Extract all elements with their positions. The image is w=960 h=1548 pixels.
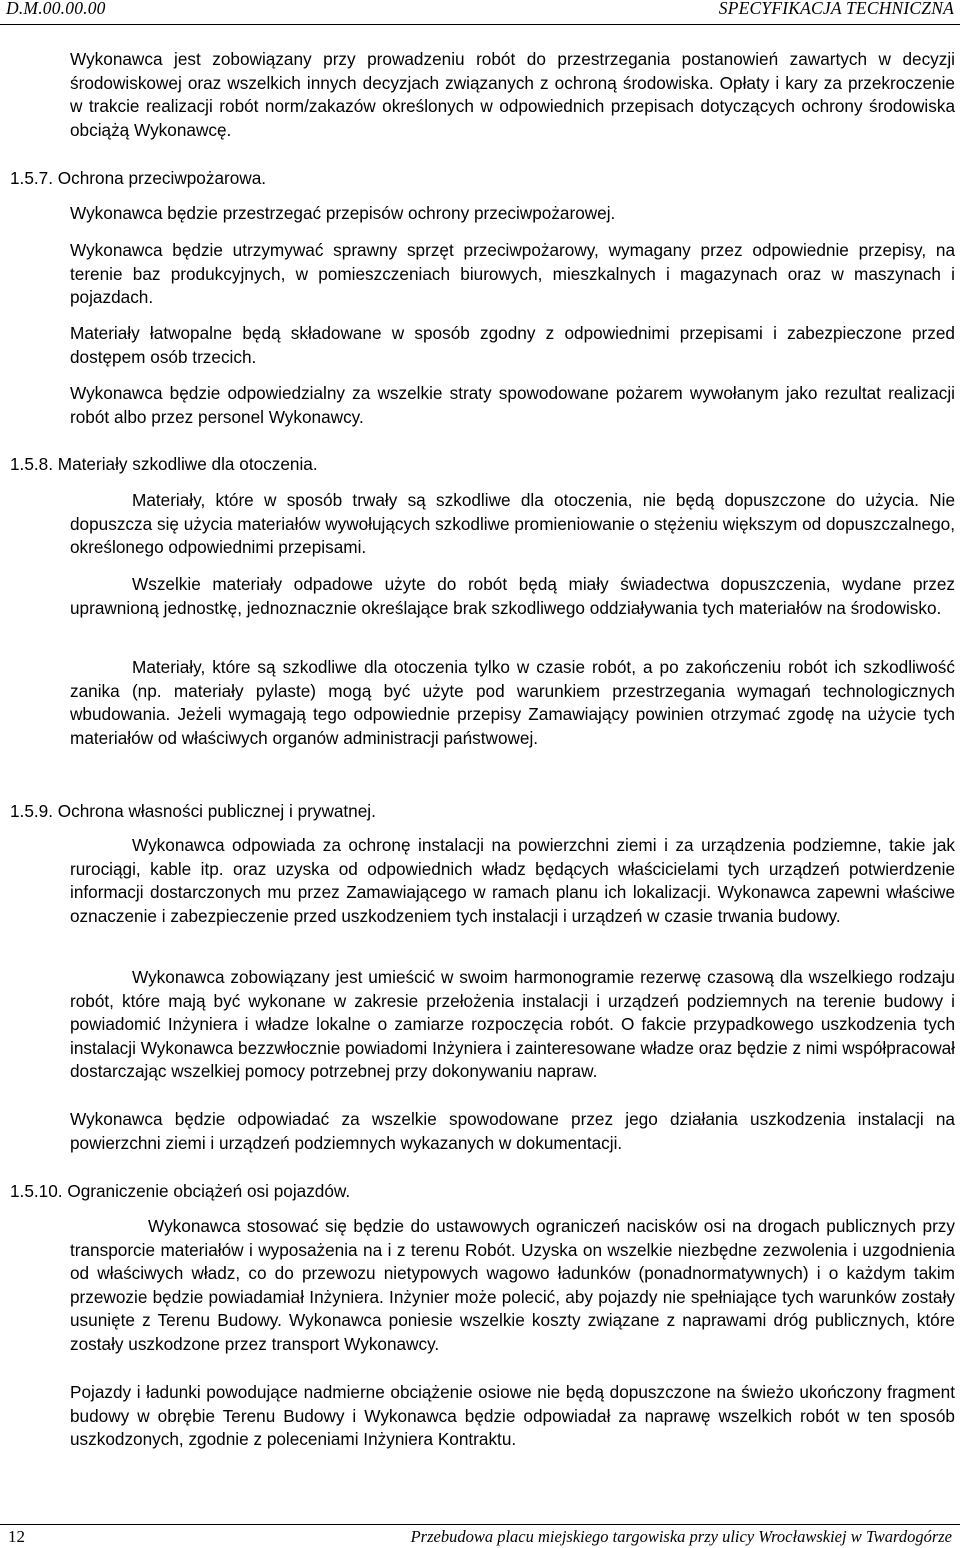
project-title: Przebudowa placu miejskiego targowiska przy ulicy Wrocławskiej w Twardogórze — [410, 1527, 952, 1546]
paragraph-axle-2: Pojazdy i ładunki powodujące nadmierne obciążenie osiowe nie będą dopuszczone na świeżo ukończony fragment budowy w obrębie Terenu Budowy i Wykonawca będzie odpowiadał za naprawę wszelkich robót w ten sposób uszkodzonych, zgodnie z poleceniami Inżyniera Kontraktu. — [70, 1382, 955, 1450]
document-code: D.M.00.00.00 — [6, 0, 106, 18]
paragraph-property-3: Wykonawca będzie odpowiadać za wszelkie spowodowane przez jego działania uszkodzenia instalacji na powierzchni ziemi i urządzeń podziemnych wykazanych w dokumentacji. — [70, 1109, 955, 1153]
heading-1-5-8: 1.5.8. Materiały szkodliwe dla otoczenia. — [10, 454, 318, 474]
paragraph-fire-2: Wykonawca będzie utrzymywać sprawny sprzęt przeciwpożarowy, wymagany przez odpowiednie przepisy, na terenie baz produkcyjnych, w pomieszczeniach biurowych, mieszkalnych i magazynach oraz w maszynach i pojazdach. — [70, 240, 955, 308]
document-type: SPECYFIKACJA TECHNICZNA — [718, 0, 954, 18]
footer-rule — [0, 1524, 960, 1525]
paragraph-environment: Wykonawca jest zobowiązany przy prowadzeniu robót do przestrzegania postanowień zawartych w decyzji środowiskowej oraz wszelkich innych decyzjach związanych z ochroną środowiska. Opłaty i kary za przekroczenie w trakcie realizacji robót norm/zakazów określonych w odpowiednich przepisach dotyczących ochrony środowiska obciążą Wykonawcę. — [70, 49, 955, 140]
heading-1-5-7: 1.5.7. Ochrona przeciwpożarowa. — [10, 168, 267, 188]
heading-1-5-10: 1.5.10. Ograniczenie obciążeń osi pojazdów. — [10, 1181, 351, 1201]
paragraph-axle-1: Wykonawca stosować się będzie do ustawowych ograniczeń nacisków osi na drogach publicznych przy transporcie materiałów i wyposażenia na i z terenu Robót. Uzyska on wszelkie niezbędne zezwolenia i uzgodnienia od właściwych władz, co do przewozu nietypowych wagowo ładunków (ponadnormatywnych) i o każdym takim przewozie będzie powiadamiał Inżyniera. Inżynier może polecić, aby pojazdy nie spełniające tych warunków zostały usunięte z Terenu Budowy. Wykonawca poniesie wszelkie koszty związane z naprawami dróg publicznych, które zostały uszkodzone przez transport Wykonawcy. — [70, 1216, 955, 1354]
paragraph-fire-4: Wykonawca będzie odpowiedzialny za wszelkie straty spowodowane pożarem wywołanym jako rezultat realizacji robót albo przez personel Wykonawcy. — [70, 383, 955, 427]
paragraph-property-1: Wykonawca odpowiada za ochronę instalacji na powierzchni ziemi i za urządzenia podziemne, takie jak rurociągi, kable itp. oraz uzyska od odpowiednich władz będących właścicielami tych urządzeń potwierdzenie informacji dostarczonych mu przez Zamawiającego w ramach planu ich lokalizacji. Wykonawca zapewni właściwe oznaczenie i zabezpieczenie przed uszkodzeniem tych instalacji i urządzeń w czasie trwania budowy. — [70, 835, 955, 926]
paragraph-property-2: Wykonawca zobowiązany jest umieścić w swoim harmonogramie rezerwę czasową dla wszelkiego rodzaju robót, które mają być wykonane w zakresie przełożenia instalacji i urządzeń podziemnych na terenie budowy i powiadomić Inżyniera i władze lokalne o zamiarze rozpoczęcia robót. O fakcie przypadkowego uszkodzenia tych instalacji Wykonawca bezzwłocznie powiadomi Inżyniera i zainteresowane władze oraz będzie z nimi współpracował dostarczając wszelkiej pomocy potrzebnej przy dokonywaniu napraw. — [70, 967, 955, 1082]
page-footer — [0, 1500, 960, 1548]
paragraph-harmful-1: Materiały, które w sposób trwały są szkodliwe dla otoczenia, nie będą dopuszczone do użycia. Nie dopuszcza się użycia materiałów wywołujących szkodliwe promieniowanie o stężeniu większym od dopuszczalnego, określonego odpowiednimi przepisami. — [70, 490, 955, 558]
paragraph-harmful-3: Materiały, które są szkodliwe dla otoczenia tylko w czasie robót, a po zakończeniu robót ich szkodliwość zanika (np. materiały pylaste) mogą być użyte pod warunkiem przestrzegania wymagań technologicznych wbudowania. Jeżeli wymagają tego odpowiednie przepisy Zamawiający powinien otrzymać zgodę na użycie tych materiałów od właściwych organów administracji państwowej. — [70, 657, 955, 748]
page-header — [0, 0, 960, 30]
paragraph-fire-3: Materiały łatwopalne będą składowane w sposób zgodny z odpowiednimi przepisami i zabezpieczone przed dostępem osób trzecich. — [70, 323, 955, 367]
heading-1-5-9: 1.5.9. Ochrona własności publicznej i prywatnej. — [10, 801, 376, 821]
header-rule — [0, 24, 960, 25]
page-number: 12 — [8, 1527, 25, 1546]
paragraph-fire-1: Wykonawca będzie przestrzegać przepisów ochrony przeciwpożarowej. — [70, 203, 616, 223]
paragraph-harmful-2: Wszelkie materiały odpadowe użyte do robót będą miały świadectwa dopuszczenia, wydane przez uprawnioną jednostkę, jednoznacznie określające brak szkodliwego oddziaływania tych materiałów na środowisko. — [70, 574, 955, 618]
